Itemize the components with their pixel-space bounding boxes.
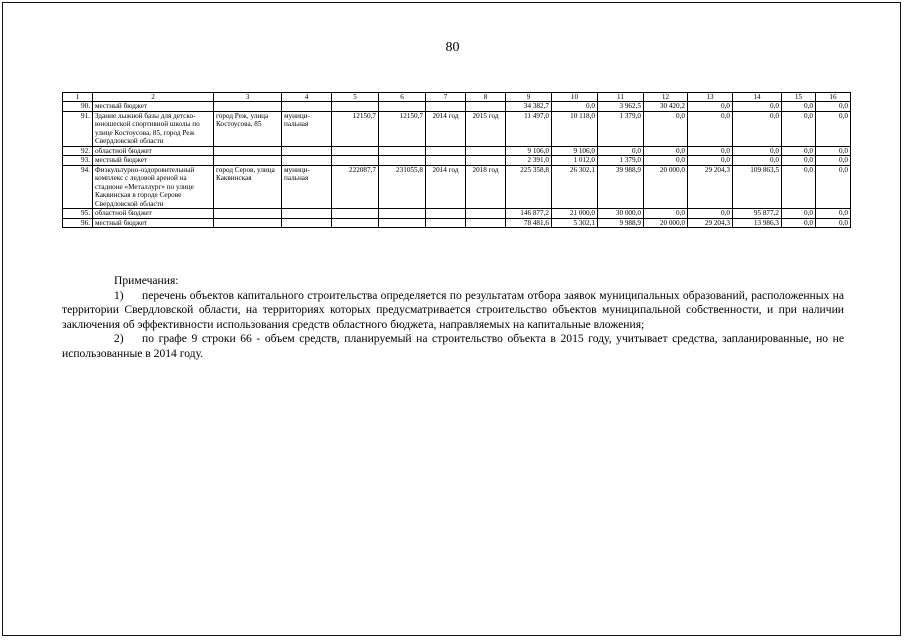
table-cell: 9 106,0 <box>506 146 552 155</box>
table-cell: 0,0 <box>552 102 598 111</box>
notes-section <box>62 274 844 362</box>
table-header-row <box>63 93 851 102</box>
name-cell: местный бюджет <box>93 156 214 165</box>
table-cell: 0,0 <box>688 156 733 165</box>
table-cell <box>282 209 332 218</box>
column-number-cell: 16 <box>816 93 851 102</box>
table-cell: 0,0 <box>688 111 733 146</box>
table-cell <box>466 209 506 218</box>
column-number-cell: 4 <box>282 93 332 102</box>
table-cell: 0,0 <box>782 156 816 165</box>
table-cell <box>214 156 282 165</box>
table-cell <box>282 218 332 227</box>
table-row <box>63 165 851 208</box>
table-cell <box>426 146 466 155</box>
name-cell: местный бюджет <box>93 218 214 227</box>
name-cell: местный бюджет <box>93 102 214 111</box>
table-cell: 20 000,0 <box>644 218 688 227</box>
table-cell <box>379 218 426 227</box>
table-cell: 0,0 <box>782 165 816 208</box>
row-number-cell: 91. <box>63 111 93 146</box>
table-cell: 0,0 <box>782 209 816 218</box>
table-cell: 0,0 <box>782 218 816 227</box>
table-cell: 0,0 <box>688 209 733 218</box>
table-cell: 30 420,2 <box>644 102 688 111</box>
table-cell: 0,0 <box>816 165 851 208</box>
table-cell: 10 118,0 <box>552 111 598 146</box>
table-cell <box>214 218 282 227</box>
row-number-cell: 96. <box>63 218 93 227</box>
table-cell: муници-пальная <box>282 111 332 146</box>
table-cell: 30 000,0 <box>598 209 644 218</box>
table-cell <box>466 156 506 165</box>
table-cell: 0,0 <box>782 111 816 146</box>
table-cell: 0,0 <box>733 102 782 111</box>
name-cell: Физкультурно-оздоровительный комплекс с ледовой ареной на стадионе «Металлург» по улице Каквинская в городе Серове Свердловской области <box>93 165 214 208</box>
table-cell: 9 106,0 <box>552 146 598 155</box>
table-row <box>63 156 851 165</box>
table-cell: 3 962,5 <box>598 102 644 111</box>
table-cell: 0,0 <box>644 146 688 155</box>
table-cell: 26 302,1 <box>552 165 598 208</box>
table-cell <box>282 156 332 165</box>
table-cell: 34 382,7 <box>506 102 552 111</box>
notes-title: Примечания: <box>114 274 179 287</box>
column-number-cell: 11 <box>598 93 644 102</box>
table-cell <box>426 209 466 218</box>
table-cell <box>426 156 466 165</box>
table-cell: 0,0 <box>816 209 851 218</box>
column-number-cell: 10 <box>552 93 598 102</box>
table-cell: 0,0 <box>733 111 782 146</box>
table-cell: 0,0 <box>816 146 851 155</box>
column-number-cell: 13 <box>688 93 733 102</box>
table-cell: город Реж, улица Костоусова, 85 <box>214 111 282 146</box>
table-cell: 5 302,1 <box>552 218 598 227</box>
budget-table <box>62 92 851 228</box>
table-row <box>63 218 851 227</box>
table-cell: 2014 год <box>426 111 466 146</box>
column-number-cell: 14 <box>733 93 782 102</box>
table-cell: 0,0 <box>733 156 782 165</box>
table-cell <box>214 209 282 218</box>
note-item-2 <box>62 332 844 361</box>
table-cell: 0,0 <box>816 156 851 165</box>
table-cell: 12150,7 <box>379 111 426 146</box>
table-cell: 0,0 <box>644 111 688 146</box>
table-cell <box>282 146 332 155</box>
table-row <box>63 209 851 218</box>
name-cell: областной бюджет <box>93 209 214 218</box>
note-text: перечень объектов капитального строительства определяется по результатам отбора заявок муниципальных образований, расположенных на территории Свердловской области, на территориях которых предусматривается строительство объектов муниципальной собственности, и при наличии заключения об эффективности использования средств областного бюджета, направляемых на капитальные вложения; <box>62 288 844 331</box>
column-number-cell: 7 <box>426 93 466 102</box>
table-cell: 29 204,3 <box>688 165 733 208</box>
table-cell <box>379 209 426 218</box>
table-cell: 9 988,9 <box>598 218 644 227</box>
table-cell: 39 988,9 <box>598 165 644 208</box>
table-cell <box>214 146 282 155</box>
table-cell <box>332 209 379 218</box>
row-number-cell: 90. <box>63 102 93 111</box>
table-cell: 0,0 <box>598 146 644 155</box>
table-cell <box>379 156 426 165</box>
table-cell: город Серов, улица Каквинская <box>214 165 282 208</box>
table-cell: 231055,8 <box>379 165 426 208</box>
table-cell: 146 877,2 <box>506 209 552 218</box>
row-number-cell: 95. <box>63 209 93 218</box>
table-row <box>63 111 851 146</box>
table-cell: 0,0 <box>816 111 851 146</box>
table-cell <box>379 102 426 111</box>
table-cell: 109 863,5 <box>733 165 782 208</box>
table-body <box>63 93 851 228</box>
row-number-cell: 92. <box>63 146 93 155</box>
table-cell <box>426 102 466 111</box>
table-cell <box>332 218 379 227</box>
table-cell: 29 204,3 <box>688 218 733 227</box>
table-cell: 0,0 <box>688 146 733 155</box>
column-number-cell: 1 <box>63 93 93 102</box>
table-cell <box>214 102 282 111</box>
table-cell: 0,0 <box>816 218 851 227</box>
table-cell <box>426 218 466 227</box>
table-cell: 12150,7 <box>332 111 379 146</box>
table-cell <box>466 102 506 111</box>
table-cell <box>332 156 379 165</box>
column-number-cell: 3 <box>214 93 282 102</box>
column-number-cell: 5 <box>332 93 379 102</box>
table-cell: 21 000,0 <box>552 209 598 218</box>
row-number-cell: 93. <box>63 156 93 165</box>
table-cell: 222087,7 <box>332 165 379 208</box>
column-number-cell: 12 <box>644 93 688 102</box>
row-number-cell: 94. <box>63 165 93 208</box>
name-cell: областной бюджет <box>93 146 214 155</box>
table-cell: 2015 год <box>466 111 506 146</box>
table-cell <box>332 146 379 155</box>
table-cell: 0,0 <box>782 102 816 111</box>
table-cell: 0,0 <box>688 102 733 111</box>
table-cell: 13 986,3 <box>733 218 782 227</box>
page-number: 80 <box>445 40 460 55</box>
table-cell: 2014 год <box>426 165 466 208</box>
table-cell: 1 012,0 <box>552 156 598 165</box>
table-cell <box>282 102 332 111</box>
table-cell: 11 497,0 <box>506 111 552 146</box>
table-cell: 95 877,2 <box>733 209 782 218</box>
table-cell <box>332 102 379 111</box>
note-item-1 <box>62 289 844 333</box>
table-cell <box>379 146 426 155</box>
column-number-cell: 2 <box>93 93 214 102</box>
table-cell: 0,0 <box>644 209 688 218</box>
table-cell: 0,0 <box>782 146 816 155</box>
table-cell: 2 391,0 <box>506 156 552 165</box>
table-cell <box>466 218 506 227</box>
name-cell: Здание лыжной базы для детско-юношеской спортивной школы по улице Костоусова, 85, город Реж Свердловской области <box>93 111 214 146</box>
table-cell: 2018 год <box>466 165 506 208</box>
table-cell: 20 000,0 <box>644 165 688 208</box>
table-cell: 1 379,0 <box>598 111 644 146</box>
table-cell: 0,0 <box>733 146 782 155</box>
note-text: по графе 9 строки 66 - объем средств, планируемый на строительство объекта в 2015 году, учитывает средства, запланированные, но не использованные в 2014 году. <box>62 332 844 360</box>
table-row <box>63 146 851 155</box>
table-cell: 0,0 <box>644 156 688 165</box>
table-cell: муници-пальная <box>282 165 332 208</box>
table-row <box>63 102 851 111</box>
column-number-cell: 15 <box>782 93 816 102</box>
table-cell: 0,0 <box>816 102 851 111</box>
note-marker: 1) <box>114 288 124 302</box>
table-cell: 78 481,6 <box>506 218 552 227</box>
table-cell: 1 379,0 <box>598 156 644 165</box>
note-marker: 2) <box>114 332 124 346</box>
column-number-cell: 9 <box>506 93 552 102</box>
column-number-cell: 6 <box>379 93 426 102</box>
column-number-cell: 8 <box>466 93 506 102</box>
table-cell <box>466 146 506 155</box>
table-cell: 225 358,8 <box>506 165 552 208</box>
